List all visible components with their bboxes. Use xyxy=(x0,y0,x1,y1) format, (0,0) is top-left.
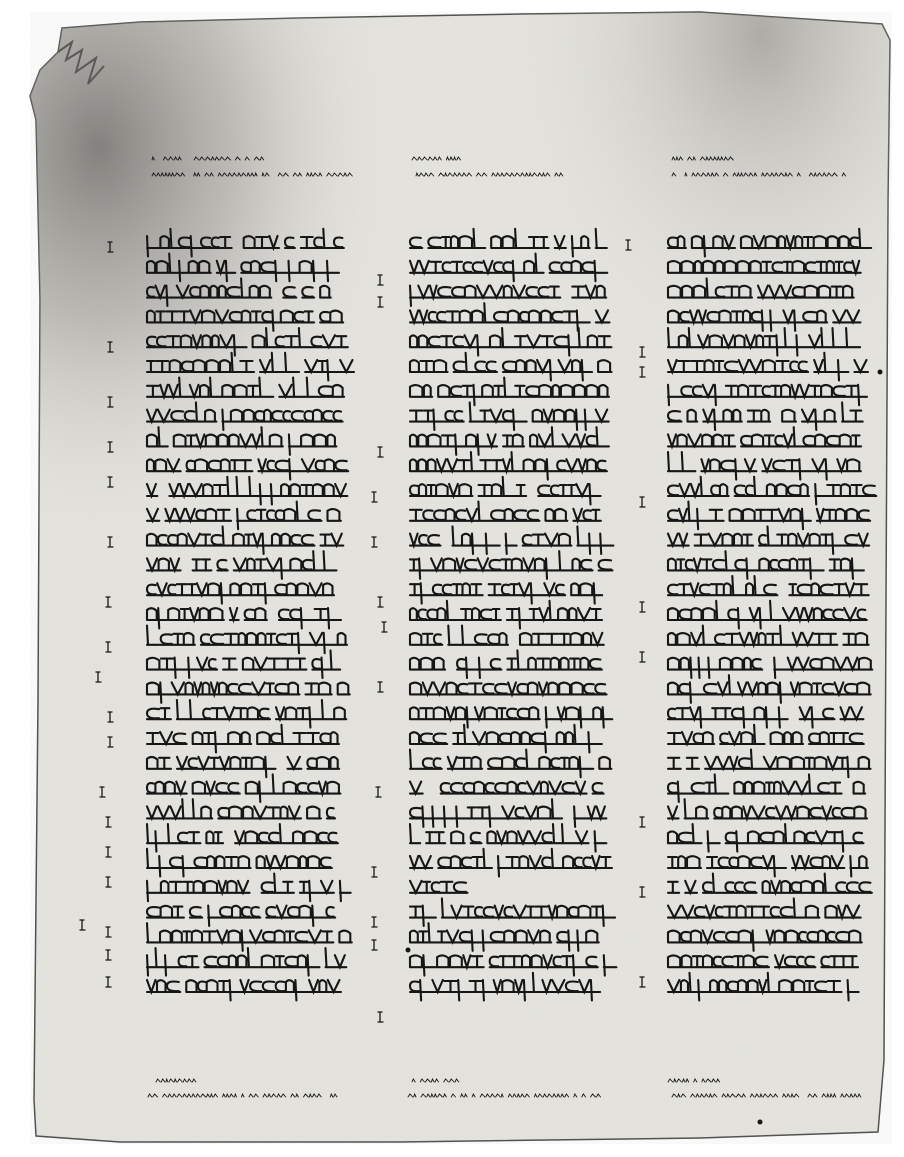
ink-speck xyxy=(878,370,883,375)
ink-speck xyxy=(758,1120,763,1125)
paper-grain xyxy=(30,12,892,1144)
ink-speck xyxy=(406,948,411,953)
